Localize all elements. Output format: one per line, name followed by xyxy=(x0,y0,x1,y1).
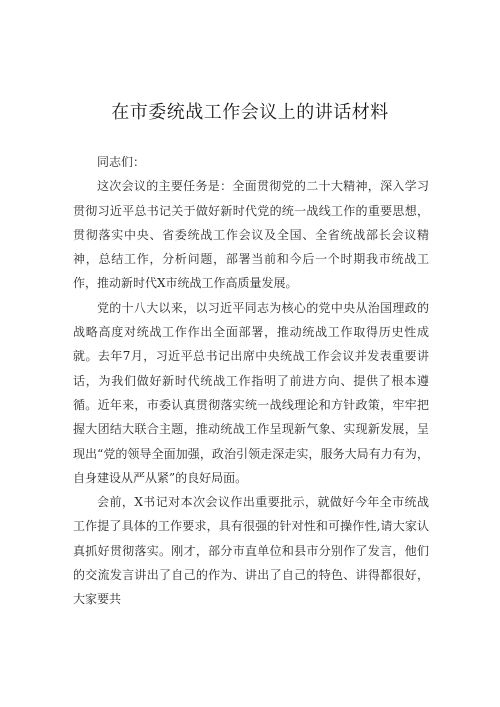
paragraph: 党的十八大以来，以习近平同志为核心的党中央从治国理政的战略高度对统战工作作出全面部署，推动统战工作取得历史性成就。去年7月，习近平总书记出席中央统战工作会议并发表重要讲话，为我们做好新时代统战工作指明了前进方向、提供了根本遵循。近年来，市委认真贯彻落实统一战线理论和方针政策，牢牢把握大团结大联合主题，推动统战工作呈现新气象、实现新发展，呈现出“党的领导全面加强，政治引领走深走实，服务大局有力有为，自身建设从严从紧”的良好局面。 xyxy=(73,300,429,485)
paragraph: 会前，X书记对本次会议作出重要批示，就做好今年全市统战工作提了具体的工作要求，具有很强的针对性和可操作性,请大家认真抓好贯彻落实。刚才，部分市直单位和县市分别作了发言，他们的交流发言讲出了自己的作为、讲出了自己的特色、讲得都很好，大家要共 xyxy=(73,495,429,607)
salutation: 同志们： xyxy=(97,155,146,169)
document-body xyxy=(73,150,429,612)
document-title: 在市委统战工作会议上的讲话材料 xyxy=(111,102,389,123)
paragraph: 这次会议的主要任务是：全面贯彻党的二十大精神，深入学习贯彻习近平总书记关于做好新时代党的统一战线工作的重要思想，贯彻落实中央、省委统战工作会议及全国、全省统战部长会议精神，总结工作，分析问题，部署当前和今后一个时期我市统战工作，推动新时代X市统战工作高质量发展。 xyxy=(73,179,429,291)
